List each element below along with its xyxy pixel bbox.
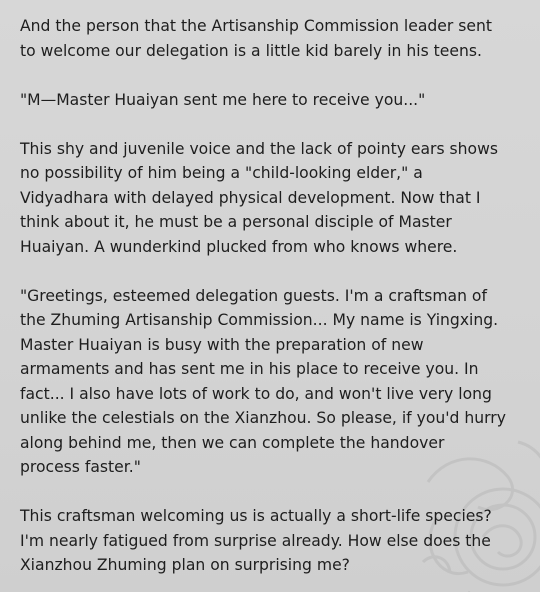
paragraph-5: This craftsman welcoming us is actually a short-life species? I'm nearly fatigued from surprise already. How else does the Xianzhou Zhuming plan on surprising me?	[20, 507, 492, 574]
paragraph-3: This shy and juvenile voice and the lack of pointy ears shows no possibility of him being a "child-looking elder," a Vidyadhara with delayed physical development. Now that I think about it, he must be a personal disciple of Master Huaiyan. A wunderkind plucked from who knows where.	[20, 139, 498, 256]
document-body	[20, 14, 525, 578]
paragraph-1: And the person that the Artisanship Commission leader sent to welcome our delegation is a little kid barely in his teens.	[20, 17, 492, 60]
paragraph-4: "Greetings, esteemed delegation guests. I'm a craftsman of the Zhuming Artisanship Commission... My name is Yingxing. Master Huaiyan is busy with the preparation of new armaments and has sent me in his place to receive you. In fact... I also have lots of work to do, and won't live very long unlike the celestials on the Xianzhou. So please, if you'd hurry along behind me, then we can complete the handover process faster."	[20, 286, 506, 476]
paragraph-2: "M—Master Huaiyan sent me here to receive you..."	[20, 90, 426, 109]
